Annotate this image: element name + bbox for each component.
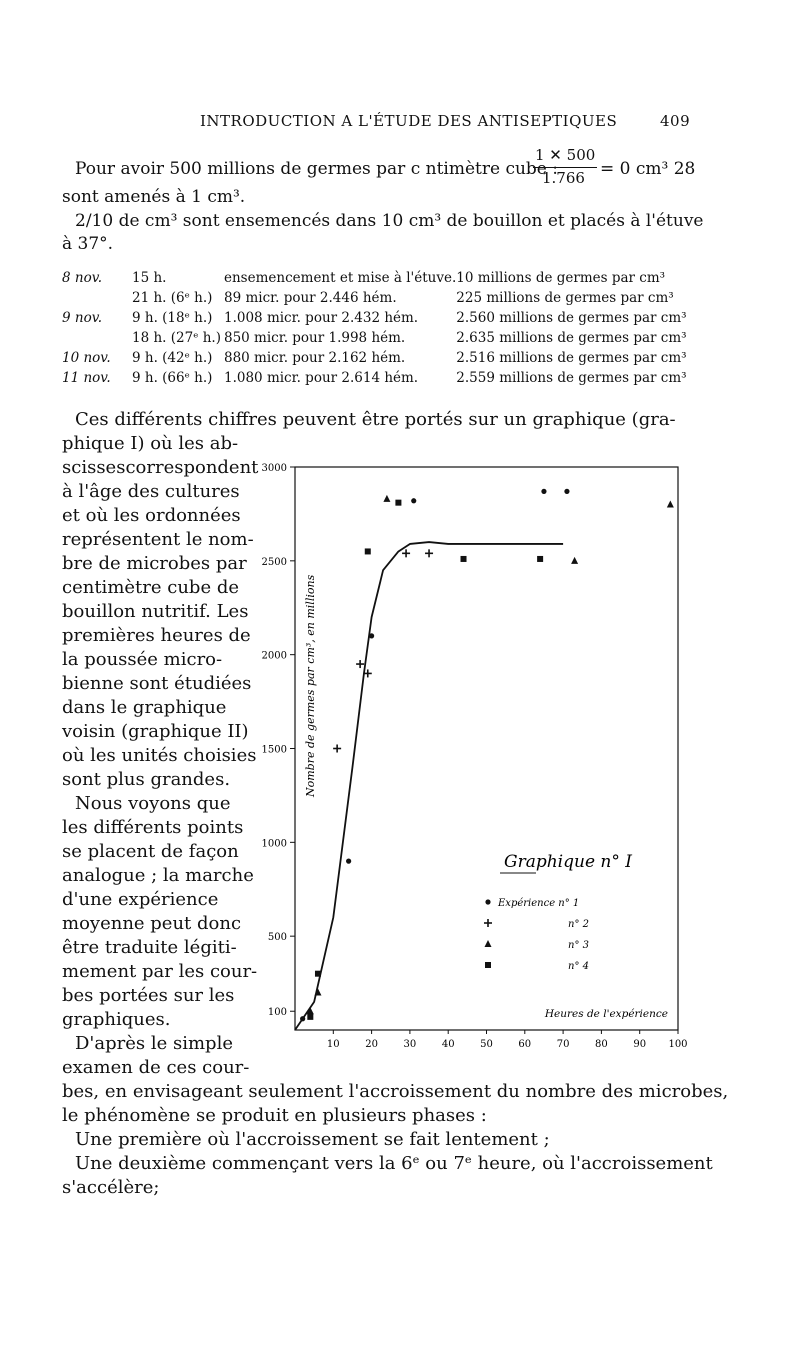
fraction-numerator: 1 ✕ 500 [535,146,596,164]
graphique-1 [250,445,690,1065]
y-tick-label: 100 [267,1007,287,1019]
text-line: phique I) où les ab- [62,433,239,454]
table-cell-count: 2.560 millions de germes par cm³ [456,310,687,326]
text-line: les différents points [62,817,244,838]
y-tick-label: 1000 [261,838,287,850]
text-line: D'après le simple [75,1033,233,1054]
x-tick-label: 10 [326,1039,340,1050]
table-cell-time: 9 h. (66ᵉ h.) [132,370,213,386]
data-point-series-1 [411,498,416,503]
legend-marker [485,899,490,904]
text-line: s'accélère; [62,1177,160,1198]
data-point-series-2 [356,660,364,668]
text-line: bienne sont étudiées [62,673,252,694]
data-point-series-4 [461,556,467,562]
table-cell-count: 2.559 millions de germes par cm³ [456,370,687,386]
header-title: INTRODUCTION A L'ÉTUDE DES ANTISEPTIQUES [200,112,618,130]
data-point-series-1 [369,633,374,638]
text-line: bouillon nutritif. Les [62,601,249,622]
para1-first-line-text: Ces différents chiffres peuvent être portés sur un graphique (gra- [75,409,676,430]
text-line: bes, en envisageant seulement l'accroissement du nombre des microbes, [62,1081,729,1102]
table-cell-time: 9 h. (42ᵉ h.) [132,350,213,366]
text-line: bes portées sur les [62,985,235,1006]
table-cell-count: 225 millions de germes par cm³ [456,290,674,306]
legend-label: n° 2 [568,919,589,930]
table-cell-time: 9 h. (18ᵉ h.) [132,310,213,326]
table-cell-date: 10 nov. [62,350,111,366]
table-cell-date: 11 nov. [62,370,111,386]
data-point-series-4 [537,556,543,562]
table-cell-count: 2.635 millions de germes par cm³ [456,330,687,346]
text-line: être traduite légiti- [62,937,237,958]
fraction-bar [533,167,597,168]
table-row [62,328,687,348]
fraction-denominator: 1.766 [542,169,585,187]
x-tick-label: 40 [441,1039,455,1050]
text-line: moyenne peut donc [62,913,242,934]
table-cell-date [62,288,132,308]
text-line: Une deuxième commençant vers la 6ᵉ ou 7ᵉ heure, où l'accroissement [75,1153,713,1174]
data-point-series-3 [571,557,578,564]
data-table [62,268,687,388]
table-row [62,288,687,308]
y-tick-label: 500 [267,932,287,944]
table-cell-desc: 850 micr. pour 1.998 hém. [224,330,406,346]
legend-marker [485,940,492,947]
table-cell-desc: 89 micr. pour 2.446 hém. [224,290,397,306]
y-tick-label: 2500 [261,556,287,568]
para1-first-line [75,408,676,432]
x-tick-label: 100 [668,1039,688,1050]
fraction-result: = 0 cm³ 28 [600,159,696,179]
data-point-series-2 [333,745,341,753]
x-tick-label: 20 [365,1039,378,1050]
text-line: centimètre cube de [62,577,239,598]
legend-label: Expérience n° 1 [498,898,580,909]
table-cell-desc: 880 micr. pour 2.162 hém. [224,350,406,366]
text-line: d'une expérience [62,889,219,910]
data-point-series-1 [300,1016,305,1021]
data-point-series-4 [307,1014,313,1020]
para2-column [62,792,262,1080]
text-line: premières heures de [62,625,251,646]
intro-line-1: Pour avoir 500 millions de germes par c ntimètre cube : [75,159,558,179]
data-point-series-1 [346,859,351,864]
table-row [62,308,687,328]
text-line: la poussée micro- [62,649,223,670]
data-point-series-1 [564,489,569,494]
text-line: graphiques. [62,1009,171,1030]
text-line: Nous voyons que [75,793,231,814]
text-line: voisin (graphique II) [62,721,249,742]
text-line: représentent le nom- [62,529,254,550]
y-axis-label: Nombre de germes par cm³, en millions [304,574,317,797]
x-tick-label: 30 [403,1039,417,1050]
text-line: à l'âge des cultures [62,481,240,502]
x-tick-label: 70 [556,1039,570,1050]
x-tick-label: 80 [595,1039,608,1050]
text-line: sont plus grandes. [62,769,231,790]
para1-column [62,432,262,792]
data-point-series-4 [395,500,401,506]
table-cell-count: 2.516 millions de germes par cm³ [456,350,687,366]
data-point-series-3 [667,501,674,508]
y-tick-label: 2000 [261,650,287,662]
text-line: se placent de façon [62,841,239,862]
text-line: où les unités choisies [62,745,257,766]
table-cell-date [62,328,132,348]
table-cell-date: 8 nov. [62,270,103,286]
legend-marker [485,962,491,968]
text-line: mement par les cour- [62,961,258,982]
y-tick-label: 3000 [261,463,287,474]
text-line: analogue ; la marche [62,865,254,886]
table-cell-desc: ensemencement et mise à l'étuve. [224,270,457,286]
table-cell-date: 9 nov. [62,310,103,326]
table-cell-time: 15 h. [132,270,167,286]
table-cell-time: 21 h. (6ᵉ h.) [132,290,213,306]
x-tick-label: 60 [518,1039,532,1050]
x-tick-label: 50 [480,1039,493,1050]
legend-label: n° 4 [568,961,589,972]
legend-marker [484,919,492,927]
text-line: bre de microbes par [62,553,247,574]
legend-label: n° 3 [568,940,589,951]
y-tick-label: 1500 [261,744,287,756]
table-cell-time: 18 h. (27ᵉ h.) [132,330,221,346]
data-point-series-4 [315,971,321,977]
text-line: examen de ces cour- [62,1057,250,1078]
data-point-series-3 [383,495,390,502]
text-line: et où les ordonnées [62,505,241,526]
text-line: le phénomène se produit en plusieurs phases : [62,1105,487,1126]
intro-line-3: 2/10 de cm³ sont ensemencés dans 10 cm³ de bouillon et placés à l'étuve [75,211,704,231]
para2-full-width [62,1080,752,1200]
data-point-series-4 [365,548,371,554]
text-line: scissescorrespondent [62,457,259,478]
x-axis-label: Heures de l'expérience [544,1008,668,1020]
growth-curve [295,542,563,1030]
table-row [62,368,687,388]
table-cell-desc: 1.080 micr. pour 2.614 hém. [224,370,419,386]
intro-line-2: sont amenés à 1 cm³. [62,187,246,207]
text-line: dans le graphique [62,697,227,718]
data-point-series-2 [425,549,433,557]
table-cell-desc: 1.008 micr. pour 2.432 hém. [224,310,419,326]
x-tick-label: 90 [633,1039,647,1050]
page-number: 409 [660,112,691,130]
chart-title: Graphique n° I [504,852,632,872]
table-row [62,348,687,368]
intro-line-4: à 37°. [62,234,114,254]
data-point-series-1 [541,489,546,494]
data-point-series-2 [402,549,410,557]
text-line: Une première où l'accroissement se fait lentement ; [75,1129,550,1150]
table-row [62,268,687,288]
table-cell-count: 10 millions de germes par cm³ [456,270,666,286]
